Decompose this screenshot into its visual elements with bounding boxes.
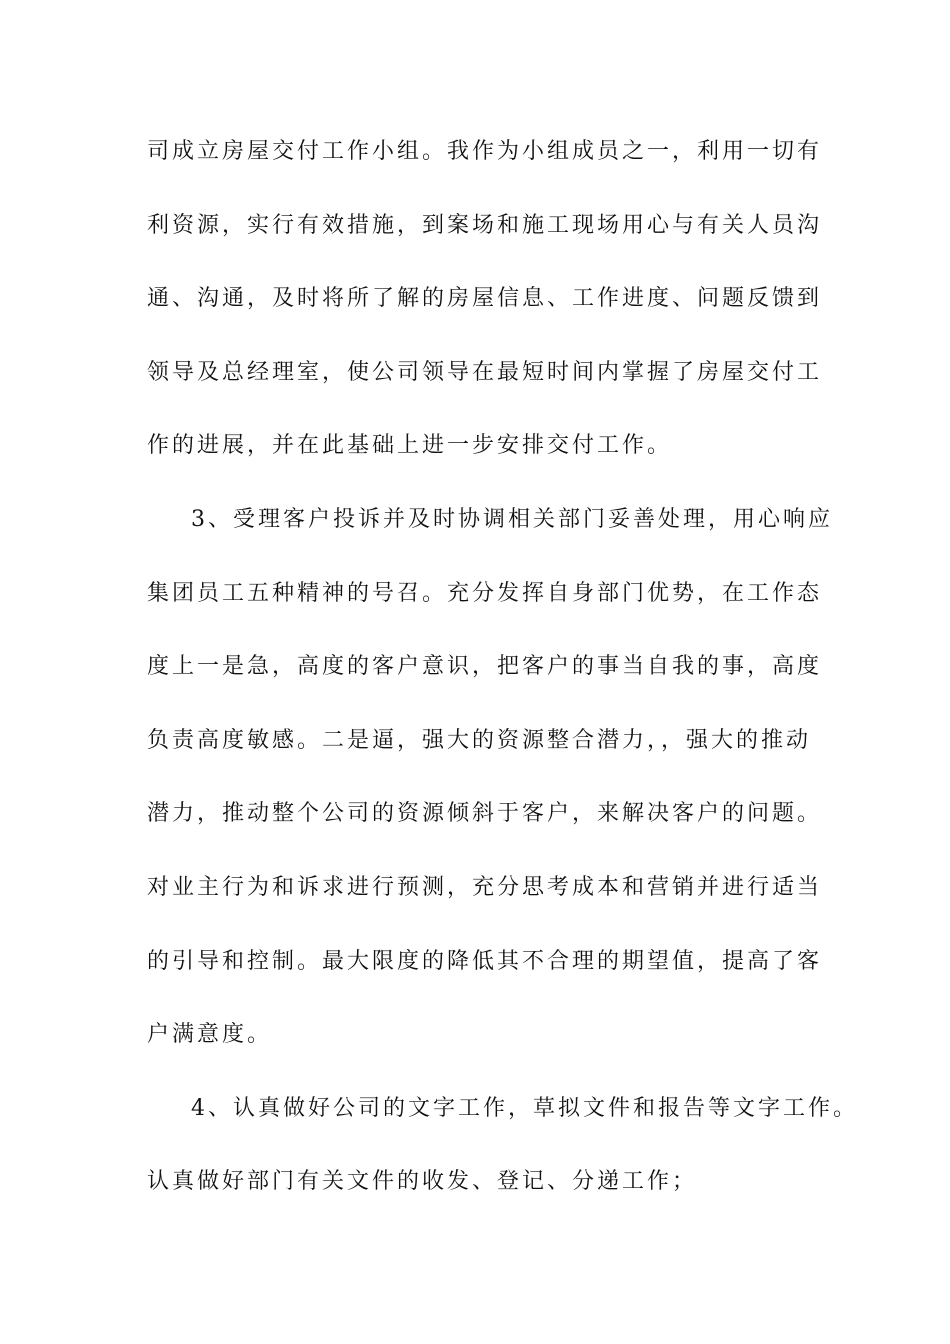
- text-line: 户满意度。: [147, 1022, 273, 1048]
- text-line: 认真做好部门有关文件的收发、登记、分递工作；: [147, 1169, 698, 1195]
- text-line: 负责高度敏感。二是逼，强大的资源整合潜力，，强大的推动: [147, 727, 812, 753]
- text-line: 集团员工五种精神的号召。充分发挥自身部门优势，在工作态: [147, 580, 823, 606]
- text-line: 的引导和控制。最大限度的降低其不合理的期望值，提高了客: [147, 948, 823, 974]
- text-line: 利资源，实行有效措施，到案场和施工现场用心与有关人员沟: [147, 212, 823, 238]
- text-line: 司成立房屋交付工作小组。我作为小组成员之一，利用一切有: [147, 139, 823, 164]
- document-body: [147, 132, 858, 1236]
- paragraph-4-first-line: 4、认真做好公司的文字工作，草拟文件和报告等文字工作。: [191, 1095, 858, 1121]
- text-line: 度上一是急，高度的客户意识，把客户的事当自我的事，高度: [147, 654, 823, 680]
- text-line: 领导及总经理室，使公司领导在最短时间内掌握了房屋交付工: [147, 359, 823, 385]
- text-line: 通、沟通，及时将所了解的房屋信息、工作进度、问题反馈到: [147, 286, 823, 312]
- text-line: 潜力，推动整个公司的资源倾斜于客户，来解决客户的问题。: [147, 801, 823, 827]
- paragraph-3-first-line: 3、受理客户投诉并及时协调相关部门妥善处理，用心响应: [191, 506, 833, 532]
- text-line: 作的进展，并在此基础上进一步安排交付工作。: [147, 433, 673, 459]
- text-line: 对业主行为和诉求进行预测，充分思考成本和营销并进行适当: [147, 874, 823, 900]
